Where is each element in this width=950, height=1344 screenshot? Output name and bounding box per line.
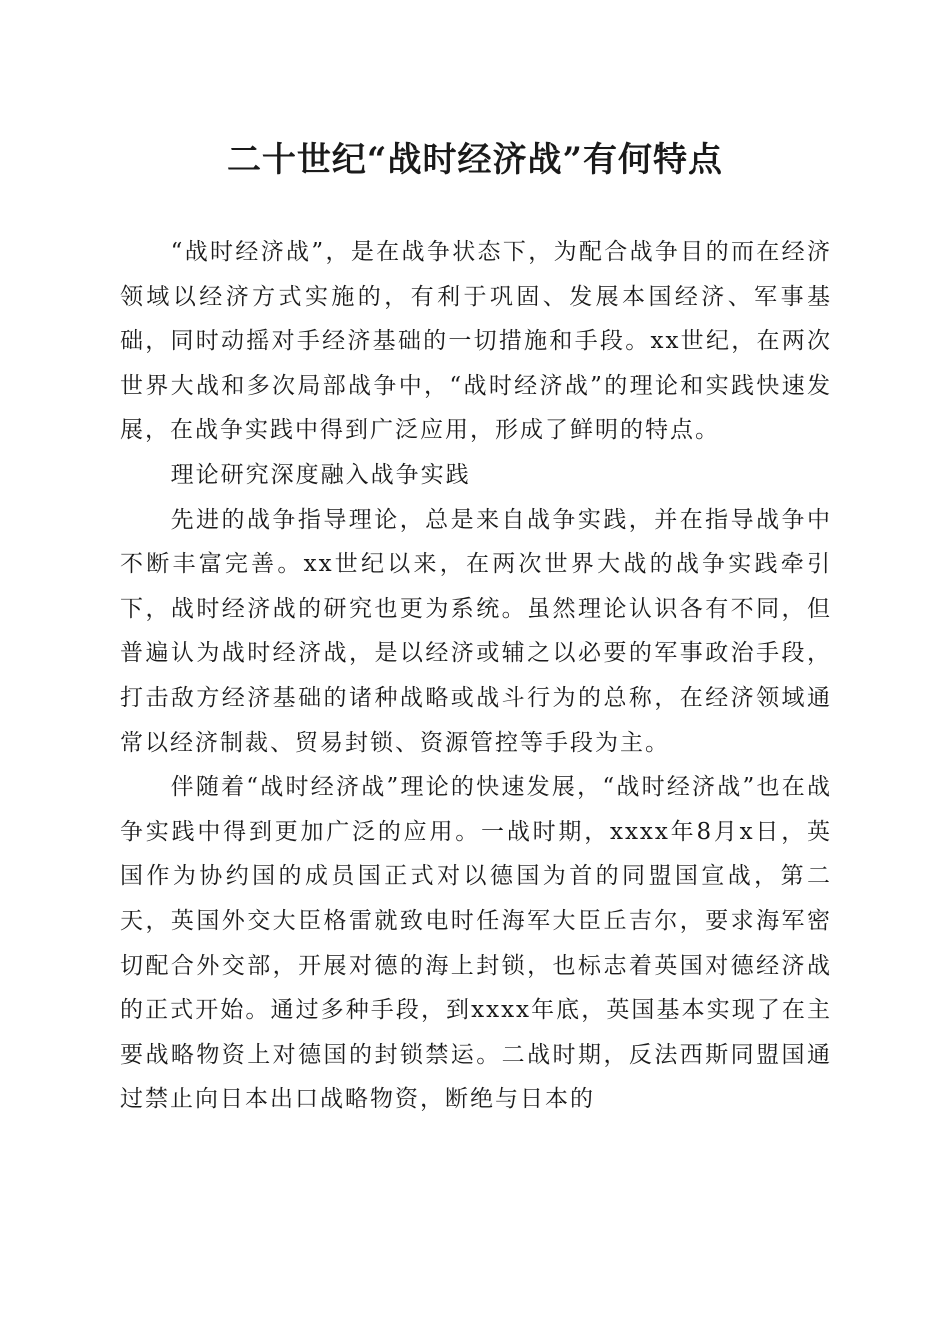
section-heading: 理论研究深度融入战争实践 bbox=[170, 461, 471, 488]
paragraph-theory: 先进的战争指导理论，总是来自战争实践，并在指导战争中不断丰富完善。xx世纪以来，在两次世界大战的战争实践牵引下，战时经济战的研究也更为系统。虽然理论认识各有不同，但普遍认为战时经济战，是以经济或辅之以必要的军事政治手段，打击敌方经济基础的诸种战略或战斗行为的总称，在经济领域通常以经济制裁、贸易封锁、资源管控等手段为主。 bbox=[120, 506, 832, 756]
paragraph-practice: 伴随着“战时经济战”理论的快速发展，“战时经济战”也在战争实践中得到更加广泛的应用。一战时期，xxxx年8月x日，英国作为协约国的成员国正式对以德国为首的同盟国宣战，第二天，英国外交大臣格雷就致电时任海军大臣丘吉尔，要求海军密切配合外交部，开展对德的海上封锁，也标志着英国对德经济战的正式开始。通过多种手段，到xxxx年底，英国基本实现了在主要战略物资上对德国的封锁禁运。二战时期，反法西斯同盟国通过禁止向日本出口战略物资，断绝与日本的 bbox=[120, 774, 832, 1113]
document-body bbox=[120, 230, 832, 1122]
paragraph-intro: “战时经济战”，是在战争状态下，为配合战争目的而在经济领域以经济方式实施的，有利于巩固、发展本国经济、军事基础，同时动摇对手经济基础的一切措施和手段。xx世纪，在两次世界大战和多次局部战争中，“战时经济战”的理论和实践快速发展，在战争实践中得到广泛应用，形成了鲜明的特点。 bbox=[120, 239, 832, 444]
document-title: 二十世纪“战时经济战”有何特点 bbox=[226, 140, 724, 180]
